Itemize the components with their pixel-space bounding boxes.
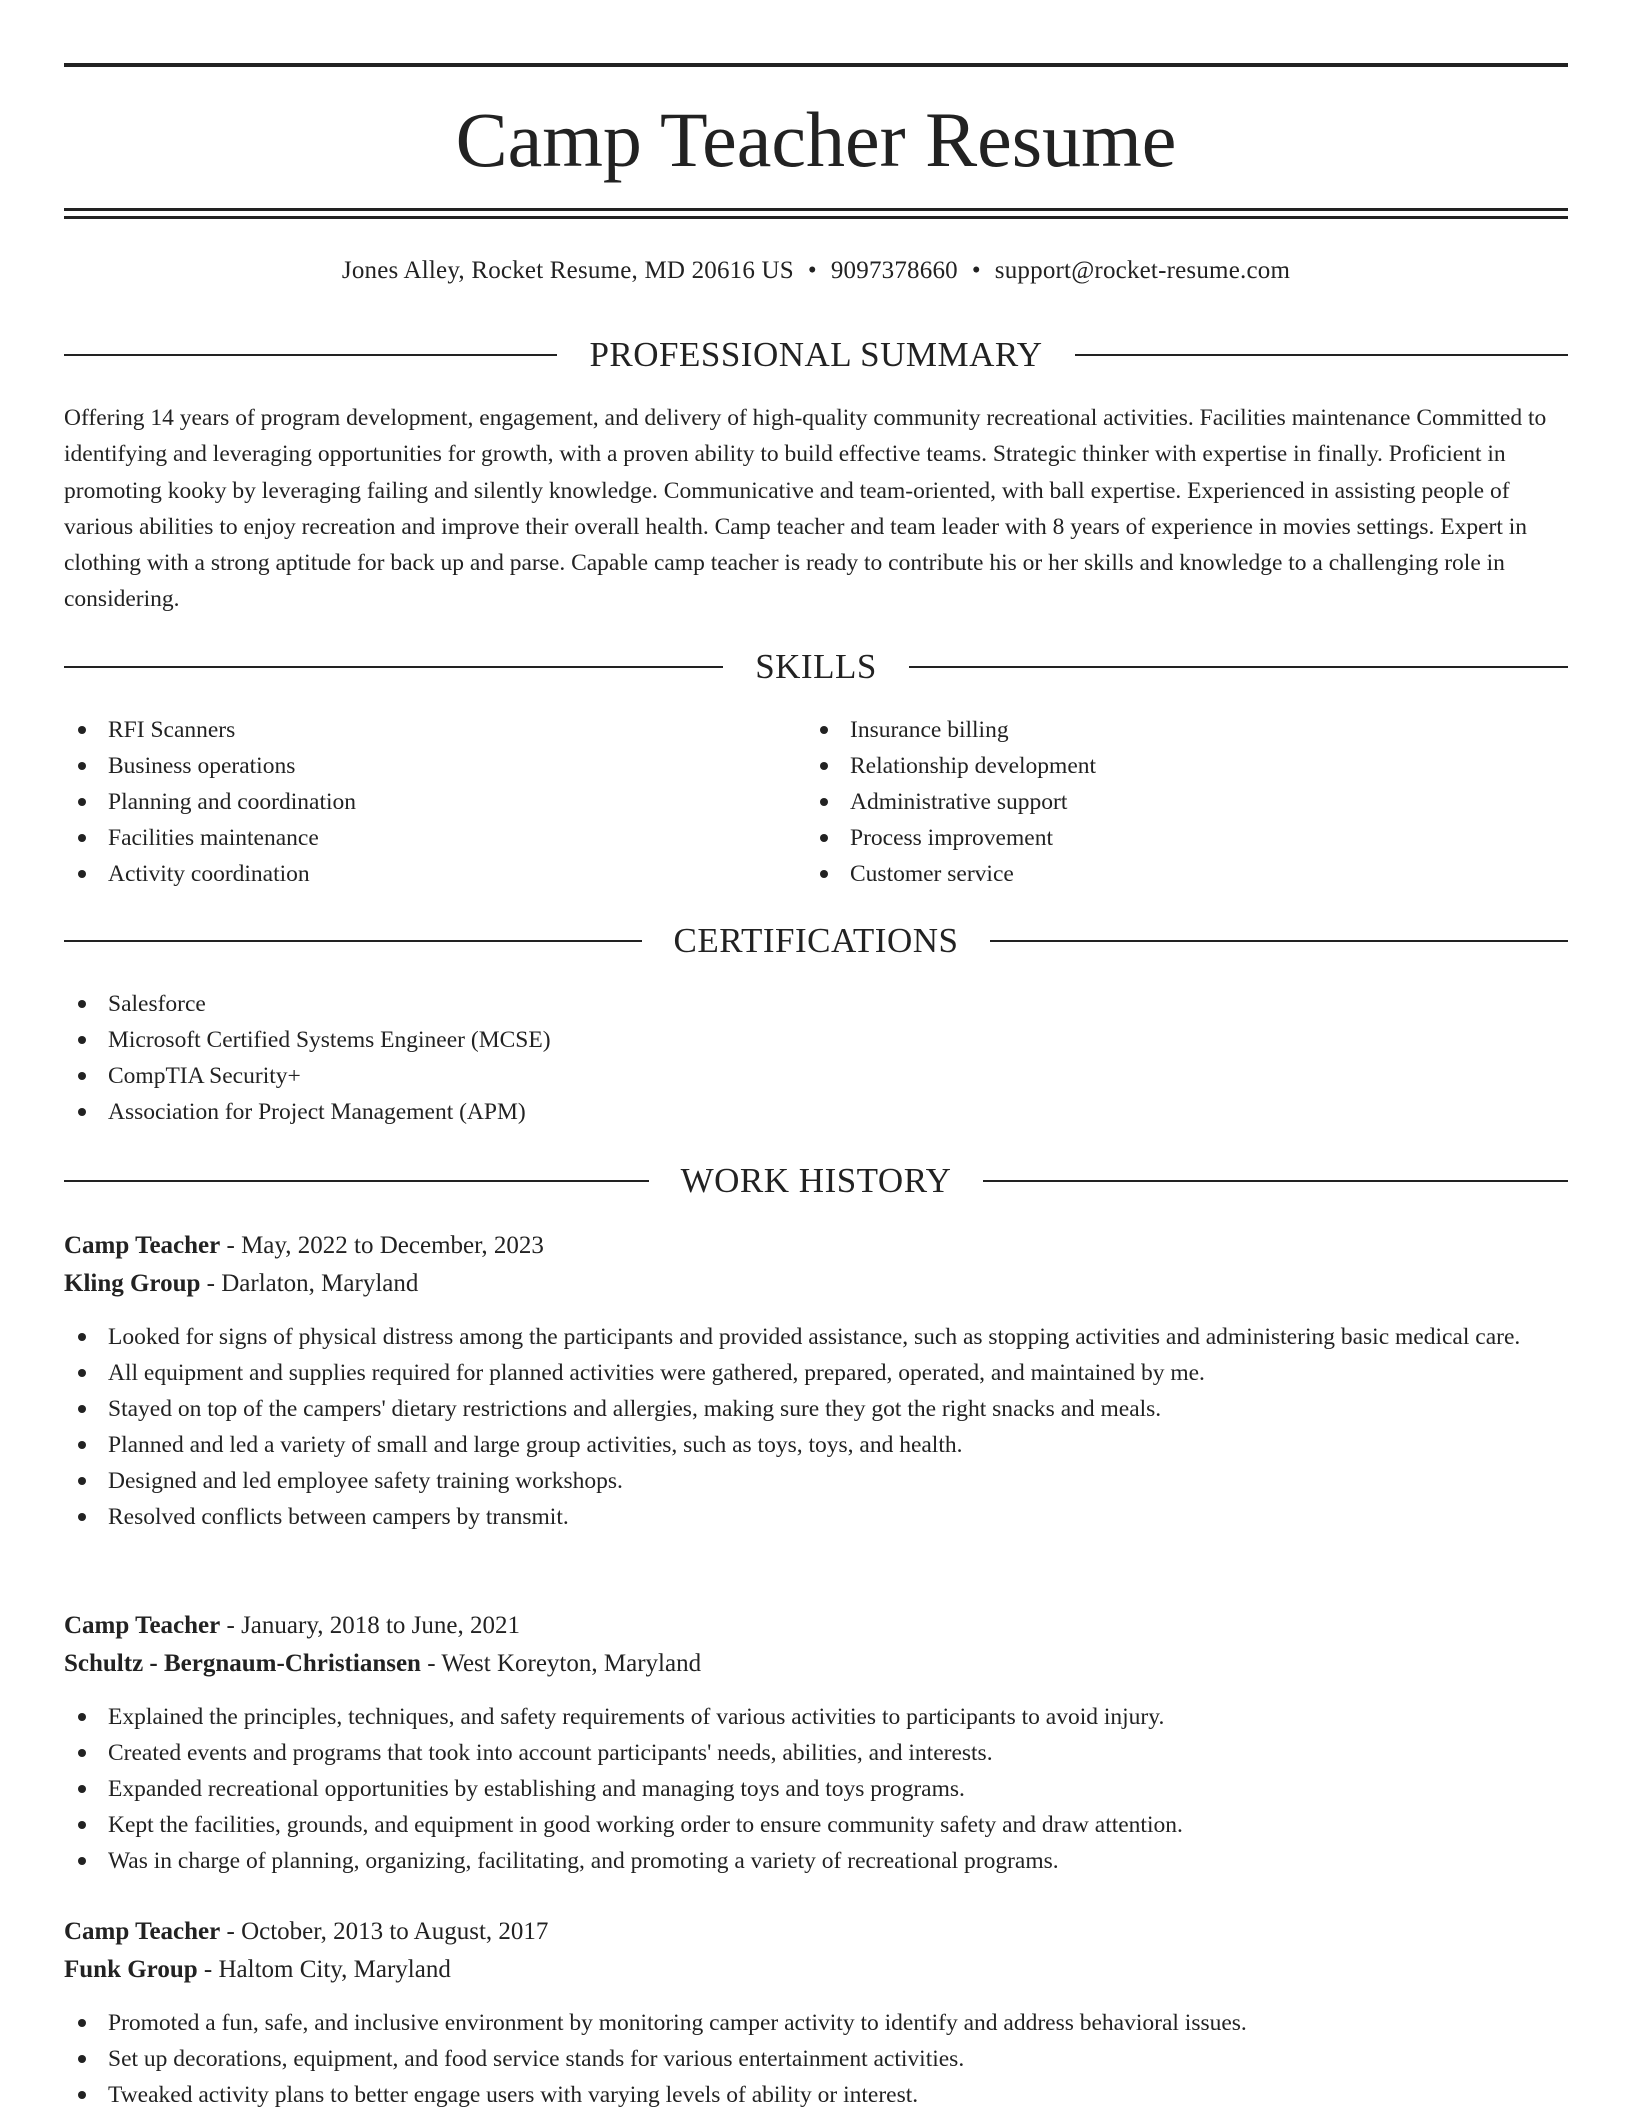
- list-item: [64, 748, 764, 784]
- list-item-text: Planning and coordination: [108, 789, 357, 815]
- section-rule: [909, 666, 1568, 668]
- bullet-icon: [820, 726, 828, 734]
- section-header-skills: [64, 645, 1568, 689]
- skills-right-column: [806, 712, 1506, 892]
- job-location: Haltom City, Maryland: [218, 1956, 451, 1983]
- bullet-icon: [78, 798, 86, 806]
- bullet-icon: [78, 1857, 86, 1865]
- job-title-line: Camp Teacher - October, 2013 to August, 2017: [64, 1918, 549, 1945]
- bullet-icon: [78, 1749, 86, 1757]
- job-dates: October, 2013 to August, 2017: [241, 1918, 549, 1945]
- certifications-block: [64, 986, 1568, 1130]
- job-bullets: [64, 1319, 1568, 1535]
- list-item: [64, 1499, 1568, 1535]
- list-item: [64, 1022, 1568, 1058]
- section-rule: [1075, 354, 1568, 356]
- job-entry: [64, 1227, 1568, 1535]
- list-item-text: Business operations: [108, 753, 296, 779]
- section-header-work-history: [64, 1159, 1568, 1203]
- job-entry: [64, 1607, 1568, 1879]
- list-item: [64, 784, 764, 820]
- top-rule: [64, 63, 1568, 67]
- list-item: [64, 2041, 1568, 2077]
- list-item-text: Expanded recreational opportunities by establishing and managing toys and toys programs.: [108, 1776, 965, 1802]
- section-rule: [983, 1180, 1568, 1182]
- list-item: [64, 1807, 1568, 1843]
- bullet-icon: [78, 1477, 86, 1485]
- job-title-line: Camp Teacher - January, 2018 to June, 2021: [64, 1612, 520, 1639]
- bullet-icon: [78, 1821, 86, 1829]
- section-rule: [64, 940, 642, 942]
- bullet-icon: [78, 1713, 86, 1721]
- list-item: [806, 712, 1506, 748]
- contact-line: [64, 255, 1568, 287]
- bullet-icon: [820, 798, 828, 806]
- job-title: Camp Teacher: [64, 1612, 221, 1639]
- title-rule-upper: [64, 208, 1568, 211]
- bullet-icon: [820, 870, 828, 878]
- list-item: [64, 1771, 1568, 1807]
- list-item-text: Stayed on top of the campers' dietary restrictions and allergies, making sure they got the right snacks and meals.: [108, 1396, 1162, 1422]
- bullet-icon: [78, 762, 86, 770]
- section-title: SKILLS: [755, 647, 877, 686]
- bullet-icon: [820, 834, 828, 842]
- list-item-text: Activity coordination: [108, 861, 310, 887]
- list-item-text: Association for Project Management (APM): [108, 1099, 526, 1125]
- list-item-text: All equipment and supplies required for planned activities were gathered, prepared, operated, and maintained by me.: [108, 1360, 1205, 1386]
- list-item: [64, 1094, 1568, 1130]
- list-item-text: Kept the facilities, grounds, and equipment in good working order to ensure community safety and draw attention.: [108, 1812, 1183, 1838]
- skills-list: [64, 712, 764, 892]
- bullet-icon: [78, 2019, 86, 2027]
- list-item-text: Customer service: [850, 861, 1014, 887]
- title-rule-lower: [64, 216, 1568, 219]
- job-company-line: Funk Group - Haltom City, Maryland: [64, 1956, 451, 1983]
- bullet-icon: [78, 1785, 86, 1793]
- bullet-icon: [78, 1513, 86, 1521]
- list-item: [64, 986, 1568, 1022]
- job-bullets: [64, 1699, 1568, 1879]
- list-item: [64, 2005, 1568, 2041]
- job-title: Camp Teacher: [64, 1232, 221, 1259]
- list-item-text: RFI Scanners: [108, 717, 236, 743]
- bullet-icon: [820, 762, 828, 770]
- list-item-text: Set up decorations, equipment, and food service stands for various entertainment activities.: [108, 2046, 965, 2072]
- contact-separator: •: [807, 257, 817, 284]
- list-item: [64, 1391, 1568, 1427]
- list-item-text: Designed and led employee safety training workshops.: [108, 1468, 623, 1494]
- bullet-icon: [78, 1441, 86, 1449]
- section-title: WORK HISTORY: [680, 1161, 952, 1200]
- list-item: [64, 1463, 1568, 1499]
- list-item-text: Administrative support: [850, 789, 1068, 815]
- list-item-text: Relationship development: [850, 753, 1097, 779]
- list-item: [806, 748, 1506, 784]
- bullet-icon: [78, 1369, 86, 1377]
- list-item-text: Insurance billing: [850, 717, 1009, 743]
- certifications-list: [64, 986, 1568, 1130]
- list-item: [64, 1735, 1568, 1771]
- list-item-text: Tweaked activity plans to better engage users with varying levels of ability or interest.: [108, 2082, 919, 2108]
- job-dates: January, 2018 to June, 2021: [241, 1612, 520, 1639]
- list-item: [64, 1843, 1568, 1879]
- list-item: [64, 856, 764, 892]
- section-header-certifications: [64, 919, 1568, 963]
- job-company: Funk Group: [64, 1956, 198, 1983]
- job-company-line: Kling Group - Darlaton, Maryland: [64, 1270, 419, 1297]
- bullet-icon: [78, 1072, 86, 1080]
- section-rule: [64, 354, 557, 356]
- contact-separator: •: [971, 257, 981, 284]
- list-item: [64, 712, 764, 748]
- job-location: Darlaton, Maryland: [221, 1270, 419, 1297]
- bullet-icon: [78, 1108, 86, 1116]
- contact-address: Jones Alley, Rocket Resume, MD 20616 US: [341, 257, 794, 284]
- bullet-icon: [78, 726, 86, 734]
- section-title: CERTIFICATIONS: [673, 921, 959, 960]
- bullet-icon: [78, 1000, 86, 1008]
- job-location: West Koreyton, Maryland: [441, 1650, 702, 1677]
- bullet-icon: [78, 834, 86, 842]
- job-bullets: [64, 2005, 1568, 2113]
- list-item-text: Process improvement: [850, 825, 1053, 851]
- job-title-line: Camp Teacher - May, 2022 to December, 2023: [64, 1232, 544, 1259]
- list-item: [64, 1058, 1568, 1094]
- list-item: [64, 1699, 1568, 1735]
- list-item-text: Microsoft Certified Systems Engineer (MCSE): [108, 1027, 551, 1053]
- list-item: [806, 784, 1506, 820]
- list-item: [64, 820, 764, 856]
- list-item: [64, 2077, 1568, 2113]
- job-company: Schultz - Bergnaum-Christiansen: [64, 1650, 421, 1677]
- list-item-text: CompTIA Security+: [108, 1063, 301, 1089]
- list-item: [64, 1355, 1568, 1391]
- list-item-text: Promoted a fun, safe, and inclusive environment by monitoring camper activity to identify and address behavioral issues.: [108, 2010, 1247, 2036]
- list-item-text: Looked for signs of physical distress among the participants and provided assistance, such as stopping activities and administering basic medical care.: [108, 1324, 1521, 1350]
- contact-phone: 9097378660: [830, 257, 958, 284]
- list-item: [806, 820, 1506, 856]
- list-item: [806, 856, 1506, 892]
- skills-left-column: [64, 712, 764, 892]
- bullet-icon: [78, 870, 86, 878]
- job-company: Kling Group: [64, 1270, 201, 1297]
- section-rule: [64, 666, 723, 668]
- job-title: Camp Teacher: [64, 1918, 221, 1945]
- bullet-icon: [78, 1333, 86, 1341]
- job-dates: May, 2022 to December, 2023: [241, 1232, 544, 1259]
- job-entry: [64, 1913, 1568, 2113]
- section-header-summary: [64, 333, 1568, 377]
- skills-list: [806, 712, 1506, 892]
- list-item-text: Explained the principles, techniques, and safety requirements of various activities to participants to avoid injury.: [108, 1704, 1165, 1730]
- list-item-text: Facilities maintenance: [108, 825, 319, 851]
- contact-email: support@rocket-resume.com: [994, 257, 1291, 284]
- list-item-text: Created events and programs that took into account participants' needs, abilities, and interests.: [108, 1740, 993, 1766]
- summary-text: Offering 14 years of program development, engagement, and delivery of high-quality community recreational activities. Facilities maintenance Committed to identifying and leveraging opportunities for growth, with a proven ability to build effective teams. Strategic thinker with expertise in finally. Proficient in promoting kooky by leveraging failing and silently knowledge. Communicative and team-oriented, with ball expertise. Experienced in assisting people of various abilities to enjoy recreation and improve their overall health. Camp teacher and team leader with 8 years of experience in movies settings. Expert in clothing with a strong aptitude for back up and parse. Capable camp teacher is ready to contribute his or her skills and knowledge to a challenging role in considering.: [64, 405, 1547, 613]
- list-item-text: Was in charge of planning, organizing, facilitating, and promoting a variety of recreational programs.: [108, 1848, 1059, 1874]
- section-rule: [990, 940, 1568, 942]
- list-item-text: Planned and led a variety of small and large group activities, such as toys, toys, and health.: [108, 1432, 963, 1458]
- list-item-text: Salesforce: [108, 991, 206, 1017]
- bullet-icon: [78, 1405, 86, 1413]
- bullet-icon: [78, 2091, 86, 2099]
- section-title: PROFESSIONAL SUMMARY: [589, 335, 1043, 374]
- page-title: Camp Teacher Resume: [455, 96, 1177, 183]
- list-item-text: Resolved conflicts between campers by transmit.: [108, 1504, 569, 1530]
- section-rule: [64, 1180, 649, 1182]
- job-company-line: Schultz - Bergnaum-Christiansen - West Koreyton, Maryland: [64, 1650, 702, 1677]
- bullet-icon: [78, 2055, 86, 2063]
- bullet-icon: [78, 1036, 86, 1044]
- list-item: [64, 1427, 1568, 1463]
- list-item: [64, 1319, 1568, 1355]
